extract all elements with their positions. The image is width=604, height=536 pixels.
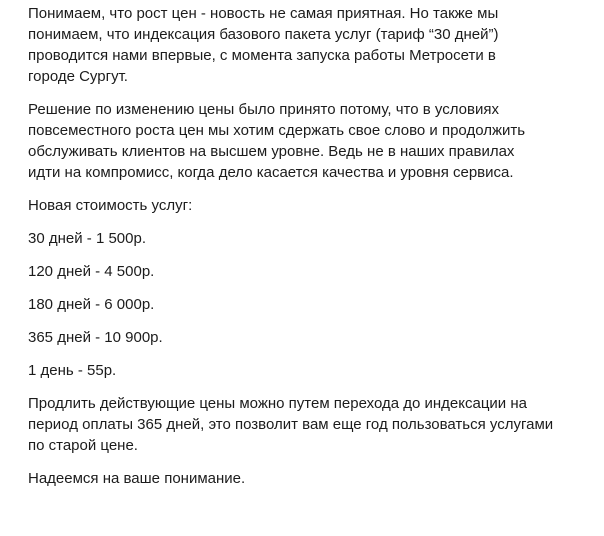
price-item-365-days: 365 дней - 10 900р. xyxy=(28,329,163,346)
price-item-180-days: 180 дней - 6 000р. xyxy=(28,296,155,313)
post-body xyxy=(28,3,588,501)
price-item-120-days: 120 дней - 4 500р. xyxy=(28,263,155,280)
price-item-30-days: 30 дней - 1 500р. xyxy=(28,230,146,247)
price-item-1-day: 1 день - 55р. xyxy=(28,362,117,379)
closing-paragraph: Продлить действующие цены можно путем перехода до индексации на период оплаты 365 дней, это позволит вам еще год пользоваться услугами по старой цене. xyxy=(28,395,554,454)
prices-heading: Новая стоимость услуг: xyxy=(28,197,193,214)
reason-paragraph: Решение по изменению цены было принято потому, что в условиях повсеместного роста цен мы хотим сдержать свое слово и продолжить обслуживать клиентов на высшем уровне. Ведь не в наших правилах идти на компромисс, когда дело касается качества и уровня сервиса. xyxy=(28,101,526,181)
sign-off: Надеемся на ваше понимание. xyxy=(28,470,246,487)
intro-paragraph: Понимаем, что рост цен - новость не самая приятная. Но также мы понимаем, что индексация базового пакета услуг (тариф “30 дней”) проводится нами впервые, с момента запуска работы Метросети в городе Сургут. xyxy=(28,5,499,85)
